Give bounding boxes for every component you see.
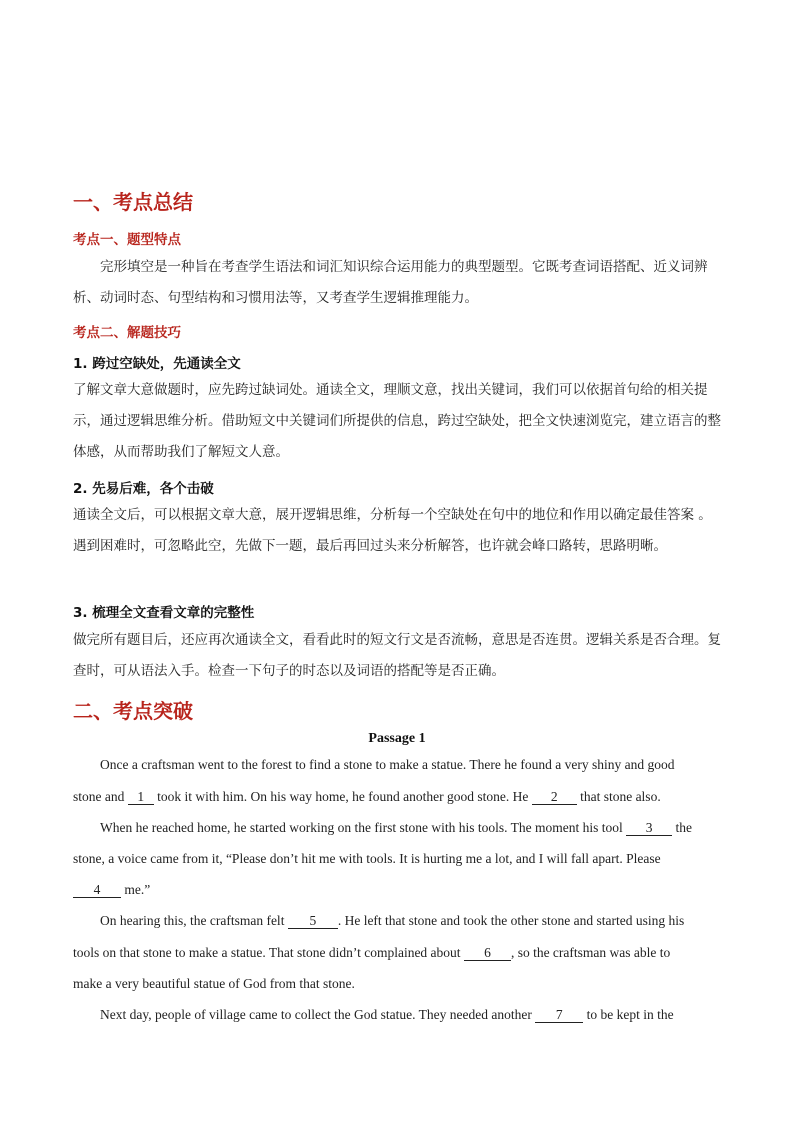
blank-7[interactable]: 7 xyxy=(535,1008,583,1023)
point-2-heading: 考点二、解题技巧 xyxy=(73,325,181,341)
passage-line xyxy=(100,820,750,836)
tip-3-heading: 3. 梳理全文查看文章的完整性 xyxy=(73,605,255,621)
blank-2[interactable]: 2 xyxy=(532,790,577,805)
blank-6[interactable]: 6 xyxy=(464,946,511,961)
passage-title: Passage 1 xyxy=(368,731,426,746)
line-text: tools on that stone to make a statue. That stone didn’t complained about xyxy=(73,945,464,960)
line-text: make a very beautiful statue of God from that stone. xyxy=(73,976,355,991)
line-text: to be kept in the xyxy=(583,1007,674,1022)
line-text: . He left that stone and took the other stone and started using his xyxy=(337,913,685,928)
line-text: , so the craftsman was able to xyxy=(510,945,671,960)
line-text: On hearing this, the craftsman felt xyxy=(100,913,288,928)
line-text: stone and xyxy=(73,789,128,804)
blank-1[interactable]: 1 xyxy=(128,790,154,805)
tip-1-body: 了解文章大意做题时，应先跨过缺词处。通读全文，理顺文意，找出关键词，我们可以依据首句给的相关提示，通过逻辑思维分析。借助短文中关键词们所提供的信息，跨过空缺处，把全文快速浏览完，建立语言的整体感，从而帮助我们了解短文人意。 xyxy=(73,382,721,460)
tip-2-body: 通读全文后，可以根据文章大意，展开逻辑思维，分析每一个空缺处在句中的地位和作用以确定最佳答案 。遇到困难时，可忽略此空，先做下一题，最后再回过头来分析解答，也许就会峰口路转，思路明晰。 xyxy=(73,507,712,554)
line-text: the xyxy=(672,820,693,835)
passage-line xyxy=(73,976,723,992)
passage-line xyxy=(73,882,723,898)
tip-2-heading: 2. 先易后难，各个击破 xyxy=(73,481,214,497)
passage-line xyxy=(100,1007,750,1023)
line-text: Once a craftsman went to the forest to find a stone to make a statue. There he found a very shiny and good xyxy=(100,757,675,772)
passage-line xyxy=(73,851,723,867)
line-text: me.” xyxy=(121,882,151,897)
blank-5[interactable]: 5 xyxy=(288,914,338,929)
line-text: When he reached home, he started working on the first stone with his tools. The moment his tool xyxy=(100,820,627,835)
section-1-heading: 一、考点总结 xyxy=(73,190,193,214)
blank-4[interactable]: 4 xyxy=(73,883,121,898)
point-1-heading: 考点一、题型特点 xyxy=(73,232,181,248)
line-text: that stone also. xyxy=(576,789,661,804)
passage-line xyxy=(73,789,723,805)
section-2-heading: 二、考点突破 xyxy=(73,699,193,723)
passage-line xyxy=(100,913,750,929)
point-1-body: 完形填空是一种旨在考查学生语法和词汇知识综合运用能力的典型题型。它既考查词语搭配、近义词辨析、动词时态、句型结构和习惯用法等，又考查学生逻辑推理能力。 xyxy=(73,259,708,306)
blank-3[interactable]: 3 xyxy=(626,821,672,836)
passage-line xyxy=(73,945,723,961)
passage-line xyxy=(100,757,750,773)
tip-1-heading: 1. 跨过空缺处，先通读全文 xyxy=(73,356,241,372)
line-text: took it with him. On his way home, he found another good stone. He xyxy=(153,789,532,804)
line-text: Next day, people of village came to collect the God statue. They needed another xyxy=(100,1007,536,1022)
line-text: stone, a voice came from it, “Please don’t hit me with tools. It is hurting me a lot, and I will fall apart. Please xyxy=(73,851,661,866)
tip-3-body: 做完所有题目后，还应再次通读全文，看看此时的短文行文是否流畅，意思是否连贯。逻辑关系是否合理。复查时，可从语法入手。检查一下句子的时态以及词语的搭配等是否正确。 xyxy=(73,632,721,679)
